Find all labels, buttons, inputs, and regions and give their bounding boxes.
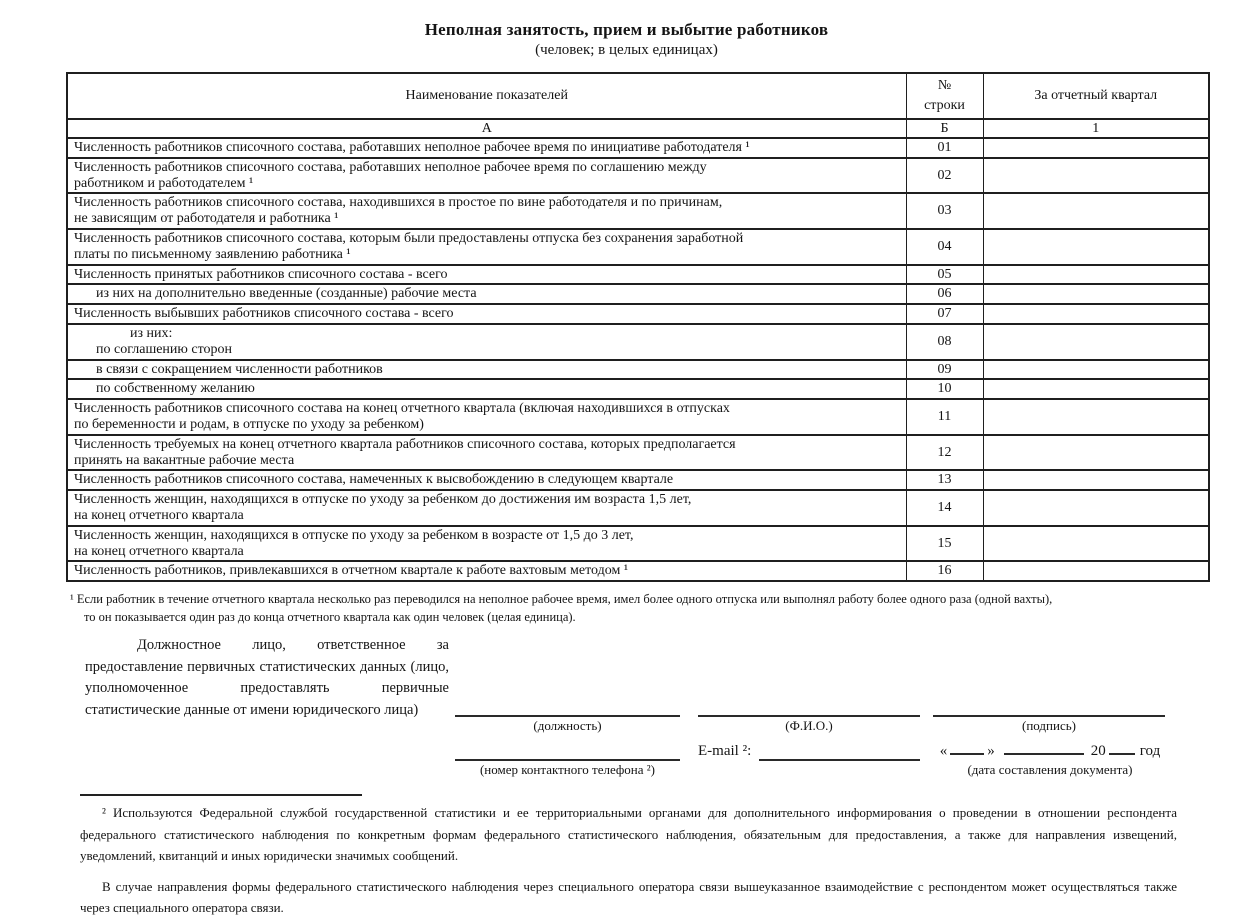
fio-field	[698, 697, 920, 734]
indicator-label-line: Численность работников списочного состава, работавших неполное рабочее время по инициативе работодателя ¹	[74, 140, 750, 155]
phone-caption: (номер контактного телефона ²)	[479, 762, 656, 778]
footnote-1-line-1: ¹ Если работник в течение отчетного квартала несколько раз переводился на неполное рабочее время, имел более одного отпуска или выполнял работу более одного раза (одной вахты),	[70, 592, 1053, 607]
value-cell[interactable]	[983, 158, 1209, 194]
value-cell[interactable]	[983, 490, 1209, 526]
value-cell[interactable]	[983, 265, 1209, 285]
indicator-label-cell	[67, 526, 906, 562]
form-subtitle: (человек; в целых единицах)	[535, 42, 718, 58]
indicator-label-line: Численность требуемых на конец отчетного квартала работников списочного состава, которых предполагается	[74, 436, 736, 452]
indicator-label-cell	[67, 229, 906, 265]
signature-caption: (подпись)	[1022, 718, 1076, 734]
footnote-2-paragraph-2: В случае направления формы федерального статистического наблюдения через специального оператора связи вышеуказанное взаимодействие с респондентом может осуществляться также через специального оператора связи.	[80, 878, 1177, 916]
footnote-1	[70, 590, 1183, 626]
form-title: Неполная занятость, прием и выбытие работников	[424, 20, 829, 39]
value-cell[interactable]	[983, 193, 1209, 229]
indicator-row	[67, 379, 1209, 399]
column-code-row	[67, 119, 1209, 138]
indicator-row	[67, 324, 1209, 360]
fio-caption: (Ф.И.О.)	[785, 718, 833, 734]
value-cell[interactable]	[983, 324, 1209, 360]
line-number-cell: 04	[906, 229, 983, 265]
indicator-label-line: в связи с сокращением численности работников	[96, 361, 383, 377]
indicator-row	[67, 526, 1209, 562]
col-header-line-no	[906, 73, 983, 119]
indicator-label-line: по соглашению сторон	[96, 341, 233, 357]
footnote-1-line-2: то он показывается один раз до конца отчетного квартала как один человек (целая единица).	[84, 610, 576, 625]
indicator-table-body	[67, 138, 1209, 581]
value-cell[interactable]	[983, 229, 1209, 265]
form-page	[0, 20, 1253, 916]
indicator-label-line: Численность женщин, находящихся в отпуске по уходу за ребенком в возрасте от 1,5 до 3 лет,	[74, 527, 634, 543]
footnote-2-paragraph-1: ² Используются Федеральной службой государственной статистики и ее территориальными органами для дополнительного информирования о проведении в отношении респондента федерального статистического наблюдения по конкретным формам федерального статистического наблюдения, обязательным для предоставления, а также для направления извещений, уведомлений, квитанций и иных юридически значимых сообщений.	[80, 805, 1177, 864]
line-number-cell: 08	[906, 324, 983, 360]
phone-field	[455, 741, 680, 778]
value-cell[interactable]	[983, 561, 1209, 581]
footnote-2	[80, 802, 1177, 919]
value-cell[interactable]	[983, 470, 1209, 490]
indicator-label-line: Численность работников списочного состава на конец отчетного квартала (включая находившихся в отпусках	[74, 401, 730, 417]
line-no-header-top: №	[937, 78, 952, 93]
line-number-cell: 10	[906, 379, 983, 399]
date-year-suffix: год	[1139, 743, 1161, 760]
indicator-label-line: работником и работодателем ¹	[74, 175, 254, 191]
indicator-label-line: на конец отчетного квартала	[74, 543, 244, 559]
date-month-blank[interactable]	[1004, 742, 1084, 755]
value-cell[interactable]	[983, 304, 1209, 324]
indicator-label-cell	[67, 435, 906, 471]
email-label: E-mail ²:	[698, 743, 752, 760]
indicator-row	[67, 265, 1209, 285]
email-line[interactable]	[759, 741, 920, 761]
indicator-label-line: Численность выбывших работников списочного состава - всего	[74, 306, 454, 322]
fio-line[interactable]	[698, 697, 920, 717]
signature-field	[933, 697, 1165, 734]
code-cell-a: А	[67, 119, 906, 138]
indicator-label-line: Численность работников, привлекавшихся в отчетном квартале к работе вахтовым методом ¹	[74, 563, 629, 579]
line-number-cell: 09	[906, 360, 983, 380]
indicator-row	[67, 561, 1209, 581]
value-cell[interactable]	[983, 379, 1209, 399]
indicator-label-cell	[67, 490, 906, 526]
code-cell-1: 1	[983, 119, 1209, 138]
footnote-separator	[80, 794, 362, 796]
line-no-header-bottom: строки	[924, 98, 965, 113]
signature-block	[0, 635, 1253, 789]
col-header-value: За отчетный квартал	[983, 73, 1209, 119]
indicator-label-line: принять на вакантные рабочие места	[74, 452, 295, 468]
value-cell[interactable]	[983, 360, 1209, 380]
indicator-row	[67, 138, 1209, 158]
indicator-row	[67, 304, 1209, 324]
indicator-row	[67, 399, 1209, 435]
header-row	[67, 73, 1209, 119]
date-caption: (дата составления документа)	[967, 762, 1133, 778]
email-field	[698, 741, 920, 761]
indicator-label-cell	[67, 265, 906, 285]
indicator-label-line: из них на дополнительно введенные (созданные) рабочие места	[96, 286, 477, 302]
indicator-row	[67, 284, 1209, 304]
indicator-label-cell	[67, 193, 906, 229]
indicator-label-line: на конец отчетного квартала	[74, 507, 244, 523]
position-field	[455, 697, 680, 734]
indicator-label-line: Численность работников списочного состава, которым были предоставлены отпуска без сохранения заработной	[74, 230, 744, 246]
indicator-label-cell	[67, 470, 906, 490]
value-cell[interactable]	[983, 284, 1209, 304]
indicator-label-line: платы по письменному заявлению работника ¹	[74, 246, 351, 262]
indicator-label-cell	[67, 284, 906, 304]
indicator-label-line: Численность женщин, находящихся в отпуске по уходу за ребенком до достижения им возраста 1,5 лет,	[74, 492, 692, 508]
indicator-row	[67, 158, 1209, 194]
code-cell-b: Б	[906, 119, 983, 138]
line-number-cell: 13	[906, 470, 983, 490]
line-number-cell: 02	[906, 158, 983, 194]
line-number-cell: 03	[906, 193, 983, 229]
line-number-cell: 12	[906, 435, 983, 471]
line-number-cell: 15	[906, 526, 983, 562]
indicator-row	[67, 435, 1209, 471]
indicator-label-line: по беременности и родам, в отпуске по уходу за ребенком)	[74, 416, 424, 432]
date-century: 20	[1090, 743, 1106, 760]
line-number-cell: 06	[906, 284, 983, 304]
col-header-name: Наименование показателей	[67, 73, 906, 119]
indicator-table	[66, 72, 1210, 582]
indicator-row	[67, 360, 1209, 380]
value-cell[interactable]	[983, 526, 1209, 562]
indicator-label-cell	[67, 158, 906, 194]
indicator-label-cell	[67, 324, 906, 360]
indicator-label-line: не зависящим от работодателя и работника ¹	[74, 211, 339, 227]
line-number-cell: 11	[906, 399, 983, 435]
indicator-label-cell	[67, 360, 906, 380]
date-year-blank[interactable]	[1109, 742, 1135, 755]
value-cell[interactable]	[983, 435, 1209, 471]
indicator-label-cell	[67, 138, 906, 158]
indicator-label-line: по собственному желанию	[96, 381, 255, 397]
indicator-label-line: Численность работников списочного состава, намеченных к высвобождению в следующем квартале	[74, 472, 674, 488]
value-cell[interactable]	[983, 138, 1209, 158]
indicator-label-cell	[67, 304, 906, 324]
value-cell[interactable]	[983, 399, 1209, 435]
date-close-quote: »	[987, 743, 995, 760]
indicator-label-line: из них:	[130, 325, 173, 341]
position-caption: (должность)	[533, 718, 602, 734]
responsible-person-text: Должностное лицо, ответственное за предоставление первичных статистических данных (лицо, уполномоченное предоставлять первичные статистические данные от имени юридического лица)	[85, 637, 449, 718]
line-number-cell: 07	[906, 304, 983, 324]
date-day-blank[interactable]	[950, 742, 984, 755]
indicator-row	[67, 470, 1209, 490]
signature-line[interactable]	[933, 697, 1165, 717]
line-number-cell: 05	[906, 265, 983, 285]
indicator-row	[67, 490, 1209, 526]
indicator-row	[67, 229, 1209, 265]
indicator-label-cell	[67, 399, 906, 435]
indicator-row	[67, 193, 1209, 229]
indicator-label-line: Численность работников списочного состава, работавших неполное рабочее время по соглашению между	[74, 159, 707, 175]
phone-line[interactable]	[455, 741, 680, 761]
date-field	[931, 741, 1169, 778]
indicator-label-cell	[67, 379, 906, 399]
indicator-label-line: Численность принятых работников списочного состава - всего	[74, 266, 448, 282]
indicator-label-line: Численность работников списочного состава, находившихся в простое по вине работодателя и по причинам,	[74, 195, 723, 211]
line-number-cell: 16	[906, 561, 983, 581]
line-number-cell: 01	[906, 138, 983, 158]
indicator-label-cell	[67, 561, 906, 581]
line-number-cell: 14	[906, 490, 983, 526]
date-open-quote: «	[939, 743, 948, 760]
position-line[interactable]	[455, 697, 680, 717]
